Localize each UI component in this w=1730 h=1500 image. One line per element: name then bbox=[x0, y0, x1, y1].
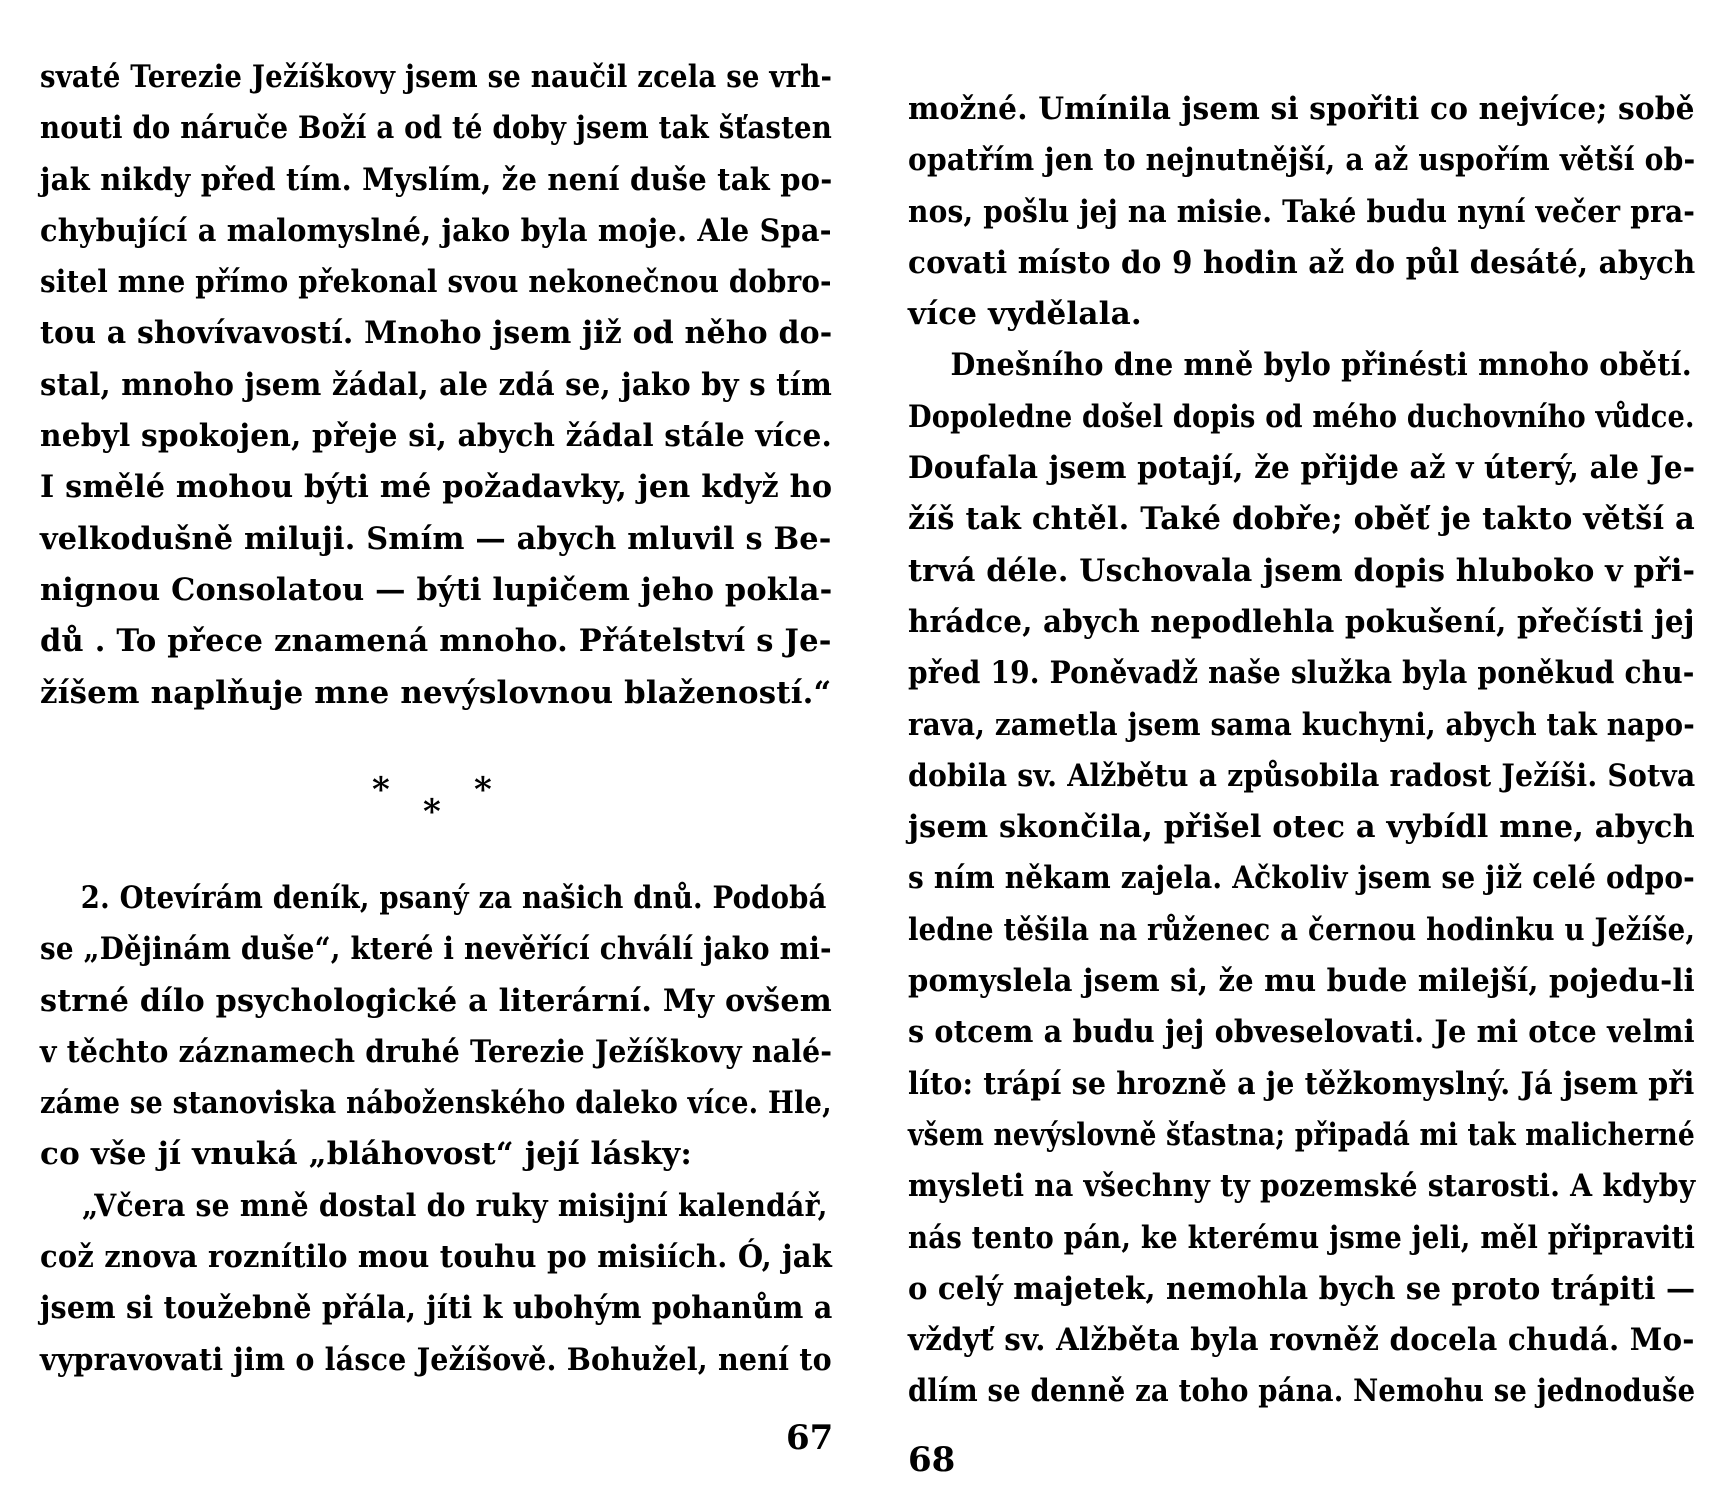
text-line: velkodušně miluji. Smím — abych mluvil s Be- bbox=[40, 520, 832, 557]
text-line: dů . To přece znamená mnoho. Přátelství s Je- bbox=[40, 623, 832, 660]
text-line: jak nikdy před tím. Myslím, že není duše tak po- bbox=[40, 161, 833, 198]
text-line: stal, mnoho jsem žádal, ale zdá se, jako by s tím bbox=[40, 366, 833, 403]
text-line: možné. Umínila jsem si spořiti co nejvíce; sobě bbox=[908, 91, 1695, 127]
text-line: před 19. Poněvadž naše služka byla poněkud chu- bbox=[908, 655, 1695, 692]
text-line: nás tento pán, ke kterému jsme jeli, měl připraviti bbox=[908, 1219, 1695, 1256]
text-line: pomyslela jsem si, že mu bude milejší, pojedu-li bbox=[908, 963, 1695, 1000]
text-line: více vydělala. bbox=[908, 296, 1142, 333]
text-line: dobila sv. Alžbětu a způsobila radost Ježíši. Sotva bbox=[908, 757, 1696, 794]
text-line: tou a shovívavostí. Mnoho jsem již od něho do- bbox=[40, 315, 833, 352]
text-line: nebyl spokojen, přeje si, abych žádal stále více. bbox=[40, 418, 832, 455]
text-line: což znova roznítilo mou touhu po misiích. Ó, jak bbox=[40, 1239, 833, 1276]
text-line: opatřím jen to nejnutnější, a až uspořím větší ob- bbox=[908, 142, 1696, 179]
text-line: mysleti na všechny ty pozemské starosti. A kdyby bbox=[908, 1168, 1696, 1205]
page-number: 67 bbox=[786, 1418, 834, 1458]
text-line: dlím se denně za toho pána. Nemohu se jednoduše bbox=[908, 1373, 1696, 1410]
right-page-text bbox=[908, 84, 1695, 1418]
text-line: vypravovati jim o lásce Ježíšově. Bohužel, není to bbox=[40, 1341, 832, 1378]
text-line: sitel mne přímo překonal svou nekonečnou dobro- bbox=[40, 264, 832, 301]
page-number: 68 bbox=[908, 1440, 956, 1480]
text-line: jsem si toužebně přála, jíti k ubohým pohanům a bbox=[40, 1290, 833, 1327]
text-line: hrádce, abych nepodlehla pokušení, přečísti jej bbox=[908, 603, 1695, 640]
text-line: rava, zametla jsem sama kuchyni, abych tak napo- bbox=[908, 706, 1695, 743]
text-line: nos, pošlu jej na misie. Také budu nyní večer pra- bbox=[908, 193, 1696, 230]
text-line: svaté Terezie Ježíškovy jsem se naučil zcela se vrh- bbox=[40, 59, 833, 95]
section-separator bbox=[360, 770, 510, 850]
text-line: s otcem a budu jej obveselovati. Je mi otce velmi bbox=[908, 1014, 1695, 1051]
left-page-text-top bbox=[40, 52, 832, 719]
text-line: se „Dějinám duše“, které i nevěřící chválí jako mi- bbox=[40, 931, 832, 968]
separator-star: * bbox=[474, 770, 492, 810]
left-page-text-bottom bbox=[40, 873, 832, 1386]
text-line: „Včera se mně dostal do ruky misijní kalendář, bbox=[81, 1187, 828, 1224]
text-line: nignou Consolatou — býti lupičem jeho pokla- bbox=[40, 571, 833, 608]
text-line: záme se stanoviska náboženského daleko více. Hle, bbox=[40, 1085, 832, 1122]
text-line: covati místo do 9 hodin až do půl desáté, abych bbox=[908, 244, 1696, 281]
text-line: líto: trápí se hrozně a je těžkomyslný. Já jsem při bbox=[908, 1065, 1695, 1102]
separator-star: * bbox=[372, 770, 390, 810]
text-line: Doufala jsem potají, že přijde až v úterý, ale Je- bbox=[908, 450, 1696, 487]
text-line: v těchto záznamech druhé Terezie Ježíškovy nalé- bbox=[40, 1033, 833, 1070]
text-line: chybující a malomyslné, jako byla moje. Ale Spa- bbox=[40, 212, 832, 249]
text-line: všem nevýslovně šťastna; připadá mi tak malicherné bbox=[908, 1116, 1695, 1153]
separator-star: * bbox=[423, 792, 441, 832]
text-line: nouti do náruče Boží a od té doby jsem tak šťasten bbox=[40, 110, 832, 147]
right-page bbox=[865, 0, 1730, 1500]
text-line: jsem skončila, přišel otec a vybídl mne, abych bbox=[908, 809, 1695, 846]
text-line: Dopoledne došel dopis od mého duchovního vůdce. bbox=[908, 398, 1695, 435]
text-line: Dnešního dne mně bylo přinésti mnoho obětí. bbox=[950, 347, 1692, 384]
text-line: žíšem naplňuje mne nevýslovnou blažeností.“ bbox=[40, 674, 832, 711]
text-line: s ním někam zajela. Ačkoliv jsem se již celé odpo- bbox=[908, 860, 1695, 897]
text-line: strné dílo psychologické a literární. My ovšem bbox=[40, 982, 833, 1019]
text-line: trvá déle. Uschovala jsem dopis hluboko v při- bbox=[908, 552, 1696, 589]
text-line: o celý majetek, nemohla bych se proto trápiti — bbox=[908, 1270, 1696, 1307]
text-line: ledne těšila na růženec a černou hodinku u Ježíše, bbox=[908, 911, 1696, 948]
text-line: co vše jí vnuká „bláhovost“ její lásky: bbox=[40, 1136, 693, 1173]
text-line: 2. Otevírám deník, psaný za našich dnů. Podobá bbox=[80, 880, 827, 916]
text-line: I smělé mohou býti mé požadavky, jen když ho bbox=[40, 469, 833, 506]
text-line: vždyť sv. Alžběta byla rovněž docela chudá. Mo- bbox=[908, 1322, 1695, 1359]
text-line: žíš tak chtěl. Také dobře; oběť je takto větší a bbox=[908, 501, 1696, 538]
